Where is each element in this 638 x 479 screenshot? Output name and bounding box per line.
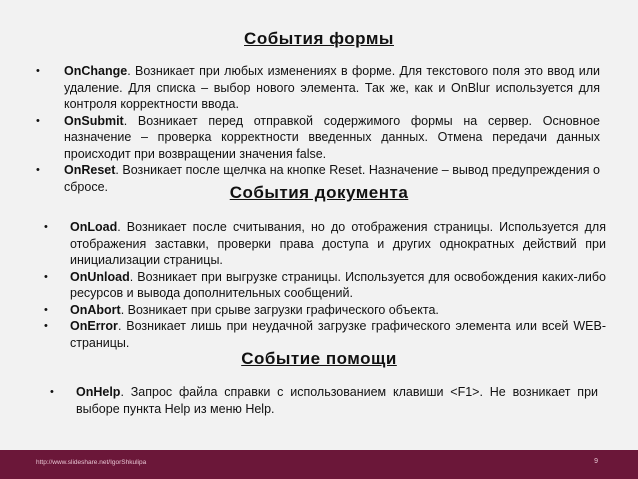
term-onabort: OnAbort xyxy=(70,302,121,317)
list-item xyxy=(36,63,600,113)
term-onchange: OnChange xyxy=(64,64,128,78)
item-text: . Возникает после считывания, но до отображения страницы. Используется для отображения заставки, проверки права доступа и других однократных действий при инициализации страницы. xyxy=(70,220,606,267)
bullet: • xyxy=(44,303,48,316)
footer-bar xyxy=(0,450,638,479)
list-item xyxy=(50,384,598,417)
bullet: • xyxy=(44,320,48,332)
term-onload: OnLoad xyxy=(70,220,118,234)
term-onunload: OnUnload xyxy=(70,269,130,284)
item-text: . Возникает при срыве загрузки графического объекта. xyxy=(120,302,439,317)
item-text: . Возникает перед отправкой содержимого формы на сервер. Основное назначение – проверка корректности введенных данных. Отмена передачи данных происходит при возвращении значения false. xyxy=(64,113,600,161)
list-item xyxy=(44,219,606,269)
term-onreset: OnReset xyxy=(64,163,116,177)
help-events-list xyxy=(50,384,598,417)
list-item xyxy=(36,113,600,163)
section-title-document-events: События документа xyxy=(229,183,409,202)
term-onhelp: OnHelp xyxy=(76,385,121,399)
list-item xyxy=(44,318,606,351)
section-title-help-event: Событие помощи xyxy=(241,349,397,368)
bullet: • xyxy=(44,270,48,283)
list-item xyxy=(44,269,606,302)
bullet: • xyxy=(50,386,54,398)
document-events-list xyxy=(44,219,606,351)
form-events-list xyxy=(36,63,600,195)
item-text: . Возникает после щелчка на кнопке Reset. Назначение – вывод предупреждения о сбросе. xyxy=(64,163,600,194)
bullet: • xyxy=(36,65,40,77)
item-text: . Возникает лишь при неудачной загрузке графического элемента или всей WEB-страницы. xyxy=(70,319,606,350)
item-text: . Запрос файла справки с использованием клавиши <F1>. Не возникает при выборе пункта Help из меню Help. xyxy=(76,385,598,416)
item-text: . Возникает при выгрузке страницы. Используется для освобождения каких-либо ресурсов и вывода дополнительных сообщений. xyxy=(70,269,606,300)
bullet: • xyxy=(36,164,40,176)
term-onerror: OnError xyxy=(70,319,118,333)
item-text: . Возникает при любых изменениях в форме. Для текстового поля это ввод или удаление. Для списка – выбор нового элемента. Так же, как и OnBlur используется для контроля корректности ввода. xyxy=(64,64,600,111)
bullet: • xyxy=(44,221,48,233)
footer-link[interactable]: http://www.slideshare.net/IgorShkulipa xyxy=(36,459,147,466)
term-onsubmit: OnSubmit xyxy=(64,113,124,128)
bullet: • xyxy=(36,114,40,127)
list-item xyxy=(44,302,606,319)
page-number: 9 xyxy=(594,458,598,465)
section-title-form-events: События формы xyxy=(244,29,394,48)
